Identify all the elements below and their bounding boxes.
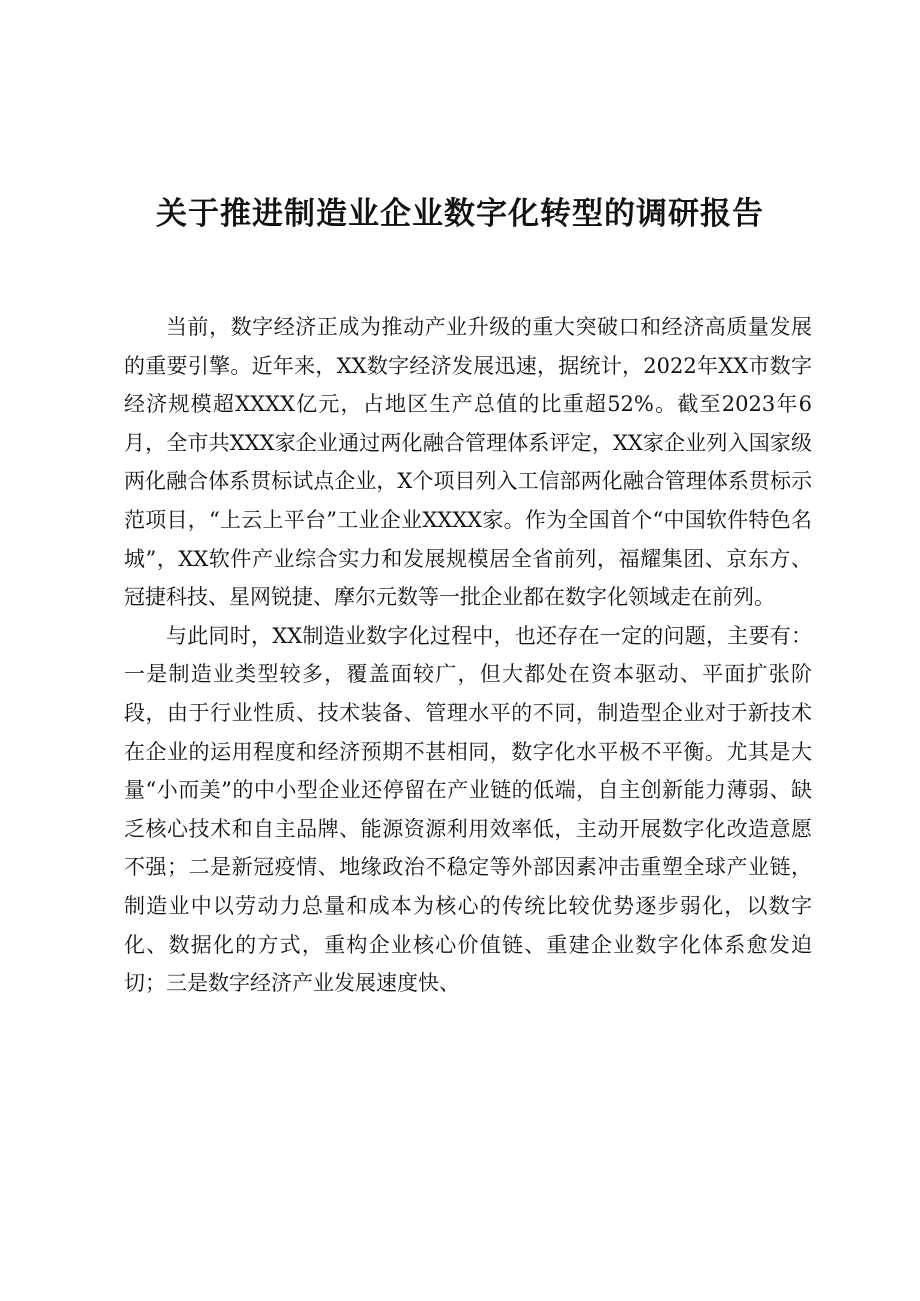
paragraph-1: 当前，数字经济正成为推动产业升级的重大突破口和经济高质量发展的重要引擎。近年来，XX数字经济发展迅速，据统计，2022年XX市数字经济规模超XXXX亿元，占地区生产总值的比重超52%。截至2023年6月，全市共XXX家企业通过两化融合管理体系评定，XX家企业列入国家级两化融合体系贯标试点企业，X个项目列入工信部两化融合管理体系贯标示范项目，“上云上平台”工业企业XXXX家。作为全国首个“中国软件特色名城”，XX软件产业综合实力和发展规模居全省前列，福耀集团、京东方、冠捷科技、星网锐捷、摩尔元数等一批企业都在数字化领域走在前列。 — [124, 315, 812, 610]
paragraph-2: 与此同时，XX制造业数字化过程中，也还存在一定的问题，主要有：一是制造业类型较多，覆盖面较广，但大都处在资本驱动、平面扩张阶段，由于行业性质、技术装备、管理水平的不同，制造型企业对于新技术在企业的运用程度和经济预期不甚相同，数字化水平极不平衡。尤其是大量“小而美”的中小型企业还停留在产业链的低端，自主创新能力薄弱、缺乏核心技术和自主品牌、能源资源利用效率低，主动开展数字化改造意愿不强；二是新冠疫情、地缘政治不稳定等外部因素冲击重塑全球产业链，制造业中以劳动力总量和成本为核心的传统比较优势逐步弱化，以数字化、数据化的方式，重构企业核心价值链、重建企业数字化体系愈发迫切；三是数字经济产业发展速度快、 — [124, 623, 812, 996]
document-title: 关于推进制造业企业数字化转型的调研报告 — [156, 196, 764, 232]
document-body — [124, 308, 812, 1003]
